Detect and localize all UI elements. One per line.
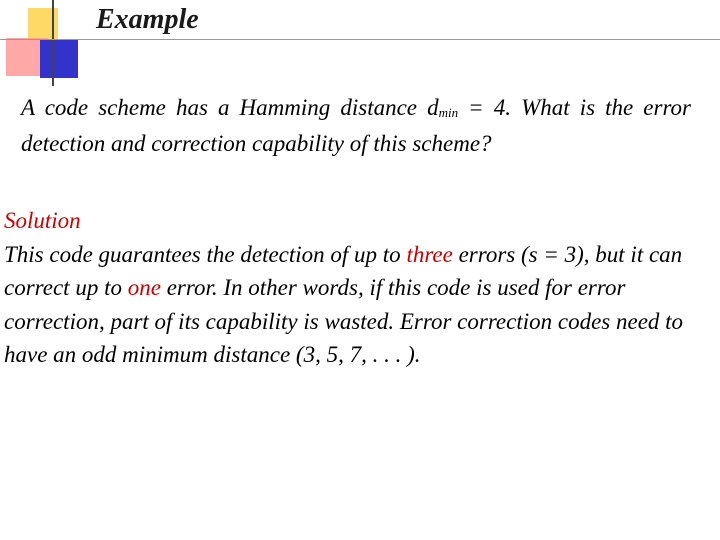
solution-highlight-three: three: [406, 241, 453, 267]
decor-blue-square: [40, 40, 78, 78]
solution-seg-2: errors (s = 3), but it can correct up to: [4, 241, 683, 300]
question-text: [21, 92, 691, 159]
question-part-2: = 4. What is the error detection and correction capability of this scheme?: [21, 95, 691, 156]
solution-heading: Solution: [4, 208, 81, 233]
question-subscript: min: [438, 105, 459, 120]
decor-horizontal-line: [0, 39, 720, 40]
question-part-1: A code scheme has a Hamming distance d: [21, 95, 439, 120]
slide-title: Example: [96, 4, 199, 35]
solution-highlight-one: one: [127, 275, 161, 300]
solution-block: [4, 204, 704, 372]
solution-seg-1: This code guarantees the detection of up to: [4, 241, 407, 267]
solution-seg-3: error. In other words, if this code is used for error correction, part of its capability is wasted. Error correction codes need to have an odd minimum distance (3, 5, 7, . . . ).: [4, 275, 684, 367]
decor-vertical-line: [52, 0, 54, 86]
